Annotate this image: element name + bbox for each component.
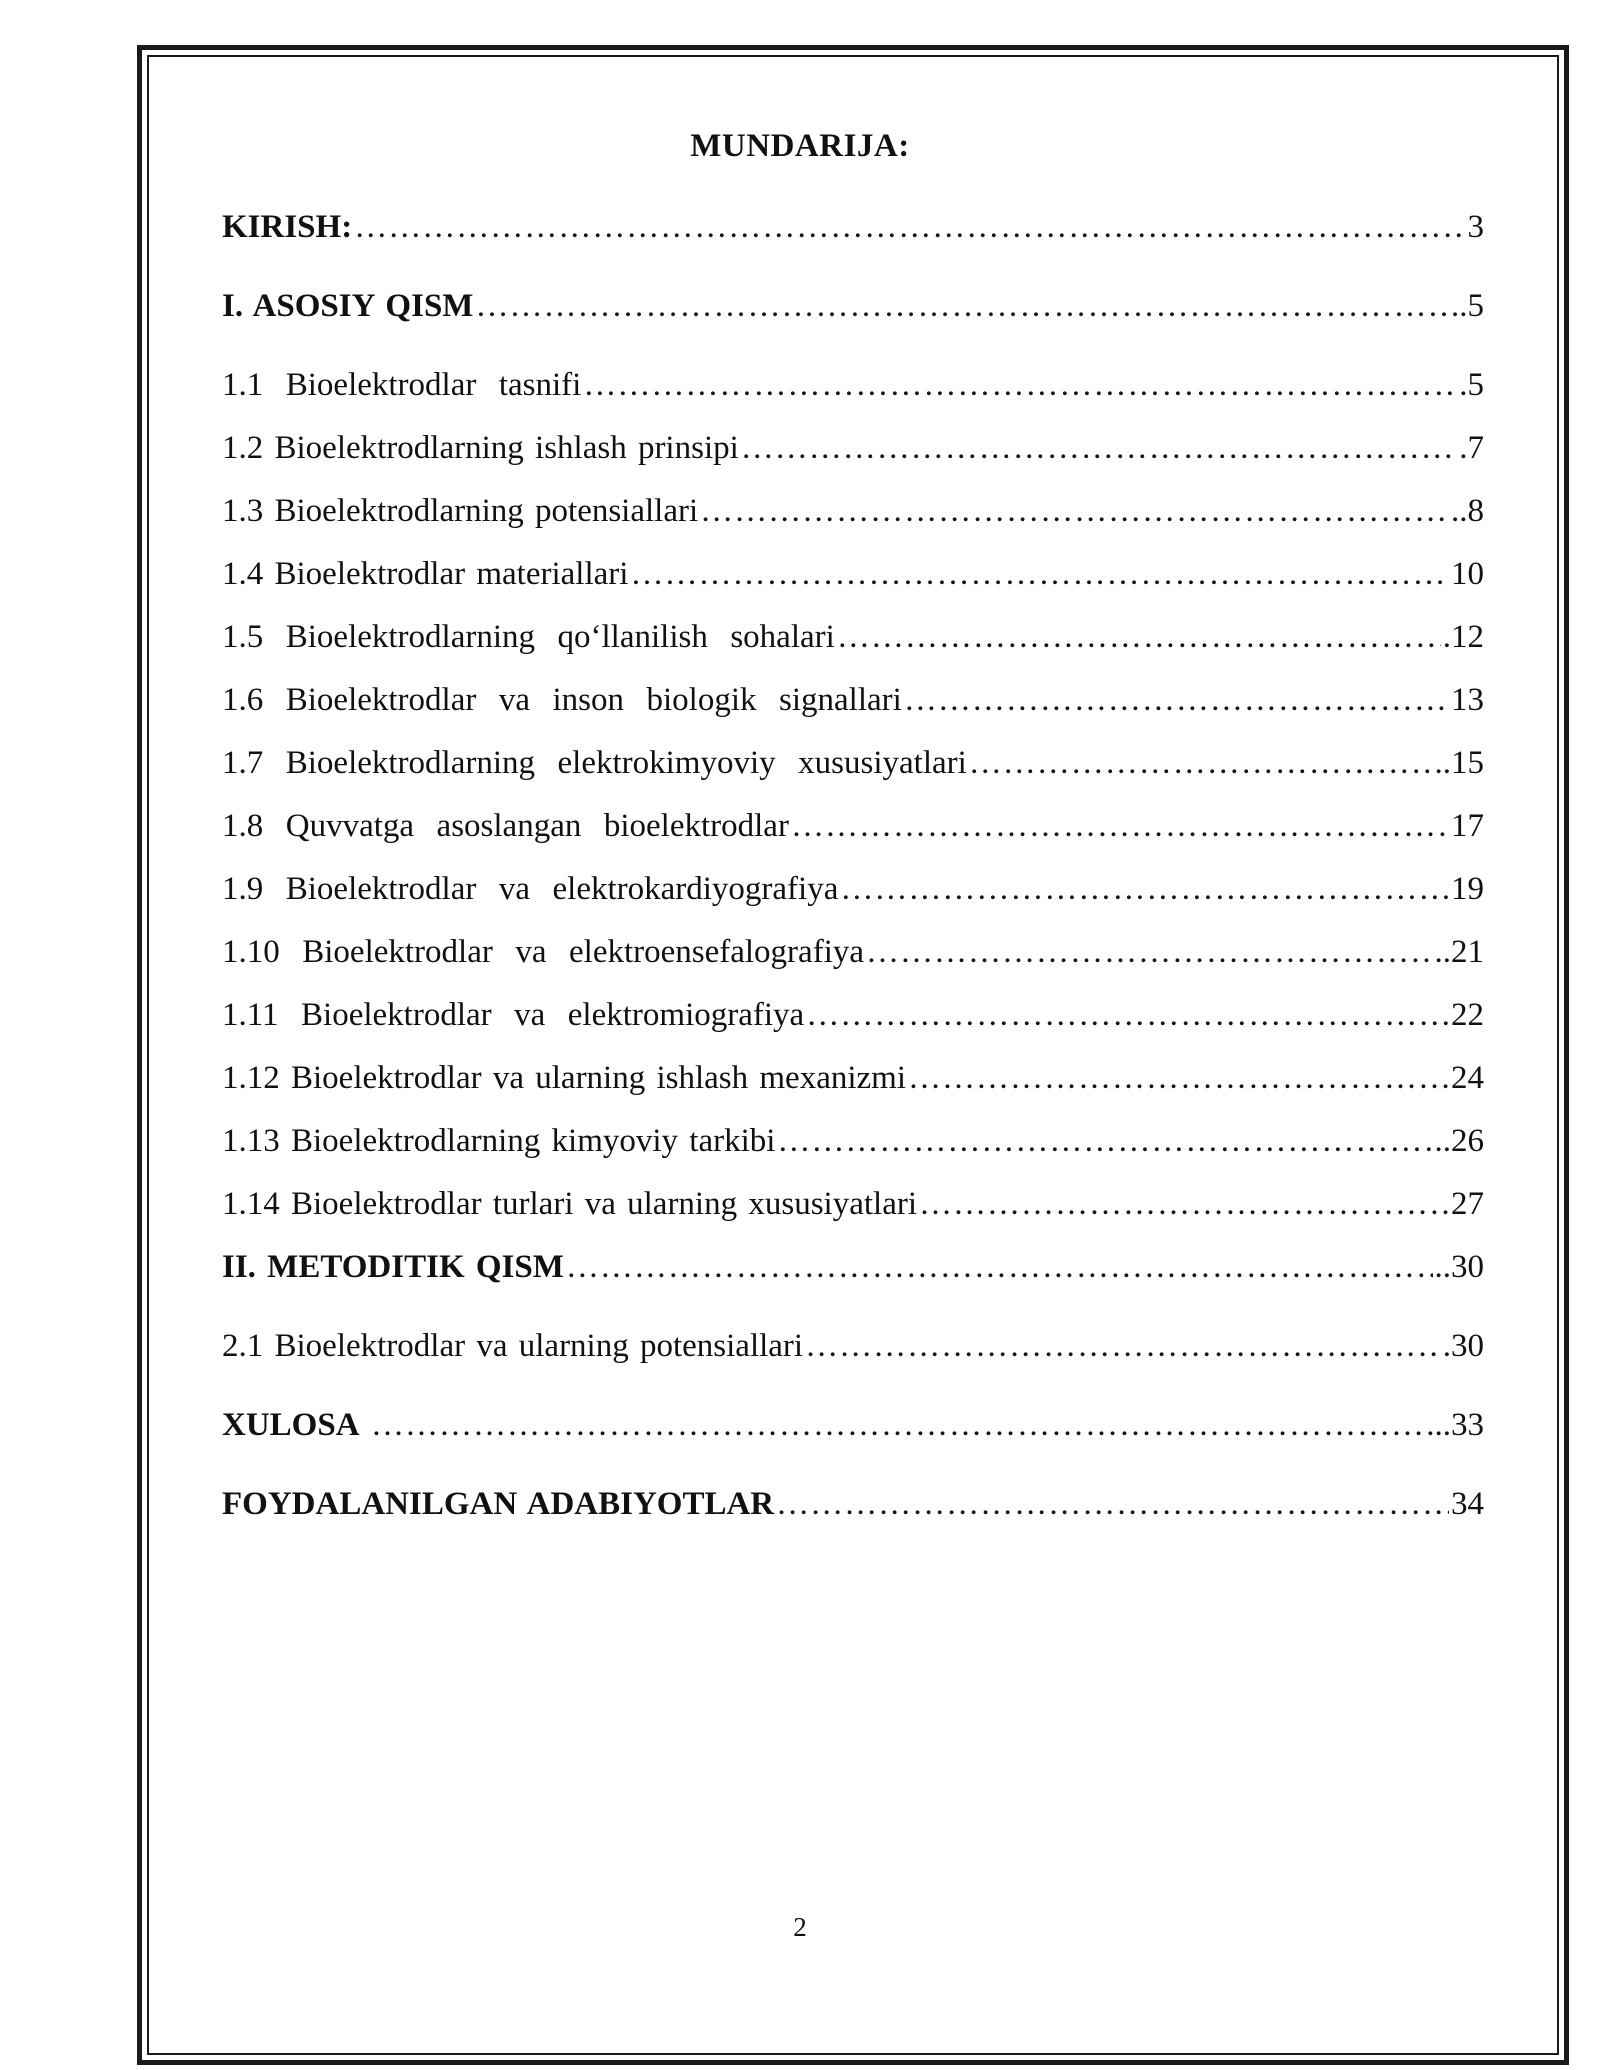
toc-entry-1-11[interactable]	[222, 995, 1484, 1035]
page-number: 2	[793, 1912, 807, 1942]
toc-entry-1-10[interactable]	[222, 932, 1484, 972]
toc-entry-page: 27	[1451, 1186, 1484, 1222]
toc-entry-label: 1.3 Bioelektrodlarning potensiallari	[222, 493, 699, 529]
toc-entry-page: ..21	[1434, 934, 1484, 970]
toc-entry-page: 13	[1451, 682, 1484, 718]
toc-entry-label: 1.10 Bioelektrodlar va elektroensefalografiya	[222, 934, 865, 970]
toc-entry-page: 3	[1467, 209, 1484, 245]
toc-entry-kirish[interactable]	[222, 207, 1484, 247]
toc-entry-1-14[interactable]	[222, 1184, 1484, 1224]
toc-entry-label: 1.12 Bioelektrodlar va ularning ishlash mexanizmi	[222, 1060, 907, 1096]
toc-entry-page: 10	[1451, 556, 1484, 592]
toc-entry-page: .12	[1442, 619, 1484, 655]
toc-entry-label: XULOSA	[222, 1407, 369, 1443]
toc-entry-page: ..26	[1434, 1123, 1484, 1159]
toc-entry-label: 1.2 Bioelektrodlarning ishlash prinsipi	[222, 430, 739, 466]
toc-entry-label: KIRISH:	[222, 209, 353, 245]
toc-entry-page: ...33	[1426, 1407, 1484, 1443]
toc-entry-1-6[interactable]	[222, 680, 1484, 720]
toc-entry-page: .5	[1459, 288, 1484, 324]
toc-entry-label: 1.8 Quvvatga asoslangan bioelektrodlar	[222, 808, 789, 844]
toc-entry-label: 1.1 Bioelektrodlar tasnifi	[222, 367, 582, 403]
toc-entry-asosiy-qism[interactable]	[222, 286, 1484, 326]
toc-entry-label: 1.11 Bioelektrodlar va elektromiografiya	[222, 997, 805, 1033]
toc-entry-xulosa[interactable]	[222, 1405, 1484, 1445]
toc-entry-1-7[interactable]	[222, 743, 1484, 783]
toc-entry-1-12[interactable]	[222, 1058, 1484, 1098]
toc-entry-page: .7	[1459, 430, 1484, 466]
toc-entry-label: 1.5 Bioelektrodlarning qo‘llanilish sohalari	[222, 619, 835, 655]
toc-entry-label: 1.14 Bioelektrodlar turlari va ularning xususiyatlari	[222, 1186, 917, 1222]
toc-entry-page: ..30	[1434, 1249, 1484, 1285]
toc-entry-1-3[interactable]	[222, 491, 1484, 531]
toc-entry-page: ..8	[1451, 493, 1484, 529]
toc-entry-label: 1.6 Bioelektrodlar va inson biologik signallari	[222, 682, 902, 718]
toc-entry-1-5[interactable]	[222, 617, 1484, 657]
toc-entry-1-13[interactable]	[222, 1121, 1484, 1161]
toc-entry-label: 1.7 Bioelektrodlarning elektrokimyoviy xususiyatlari	[222, 745, 967, 781]
toc-entry-page: .5	[1459, 367, 1484, 403]
toc-entry-page: 19	[1451, 871, 1484, 907]
toc-entry-page: ..15	[1434, 745, 1484, 781]
toc-entry-label: 2.1 Bioelektrodlar va ularning potensiallari	[222, 1328, 804, 1364]
toc-entry-1-8[interactable]	[222, 806, 1484, 846]
toc-entry-1-9[interactable]	[222, 869, 1484, 909]
toc-entry-label: I. ASOSIY QISM	[222, 288, 474, 324]
toc-entry-page: .30	[1442, 1328, 1484, 1364]
toc-entry-1-4[interactable]	[222, 554, 1484, 594]
toc-entry-adabiyotlar[interactable]	[222, 1484, 1484, 1524]
toc-entry-1-1[interactable]	[222, 365, 1484, 405]
toc-entry-page: 34	[1451, 1486, 1484, 1522]
toc-entry-page: 24	[1451, 1060, 1484, 1096]
toc-entry-label: II. METODITIK QISM	[222, 1249, 564, 1285]
toc-entry-page: 17	[1451, 808, 1484, 844]
toc-entry-2-1[interactable]	[222, 1326, 1484, 1366]
toc-entry-1-2[interactable]	[222, 428, 1484, 468]
toc-entry-label: FOYDALANILGAN ADABIYOTLAR	[222, 1486, 775, 1522]
toc-entry-page: 22	[1451, 997, 1484, 1033]
toc-entry-label: 1.9 Bioelektrodlar va elektrokardiyografiya	[222, 871, 839, 907]
toc-entry-label: 1.4 Bioelektrodlar materiallari	[222, 556, 629, 592]
toc-entry-label: 1.13 Bioelektrodlarning kimyoviy tarkibi	[222, 1123, 776, 1159]
toc-title: MUNDARIJA:	[690, 128, 910, 164]
page-border-inner	[147, 55, 1559, 2055]
toc-entry-metoditik-qism[interactable]	[222, 1247, 1484, 1287]
